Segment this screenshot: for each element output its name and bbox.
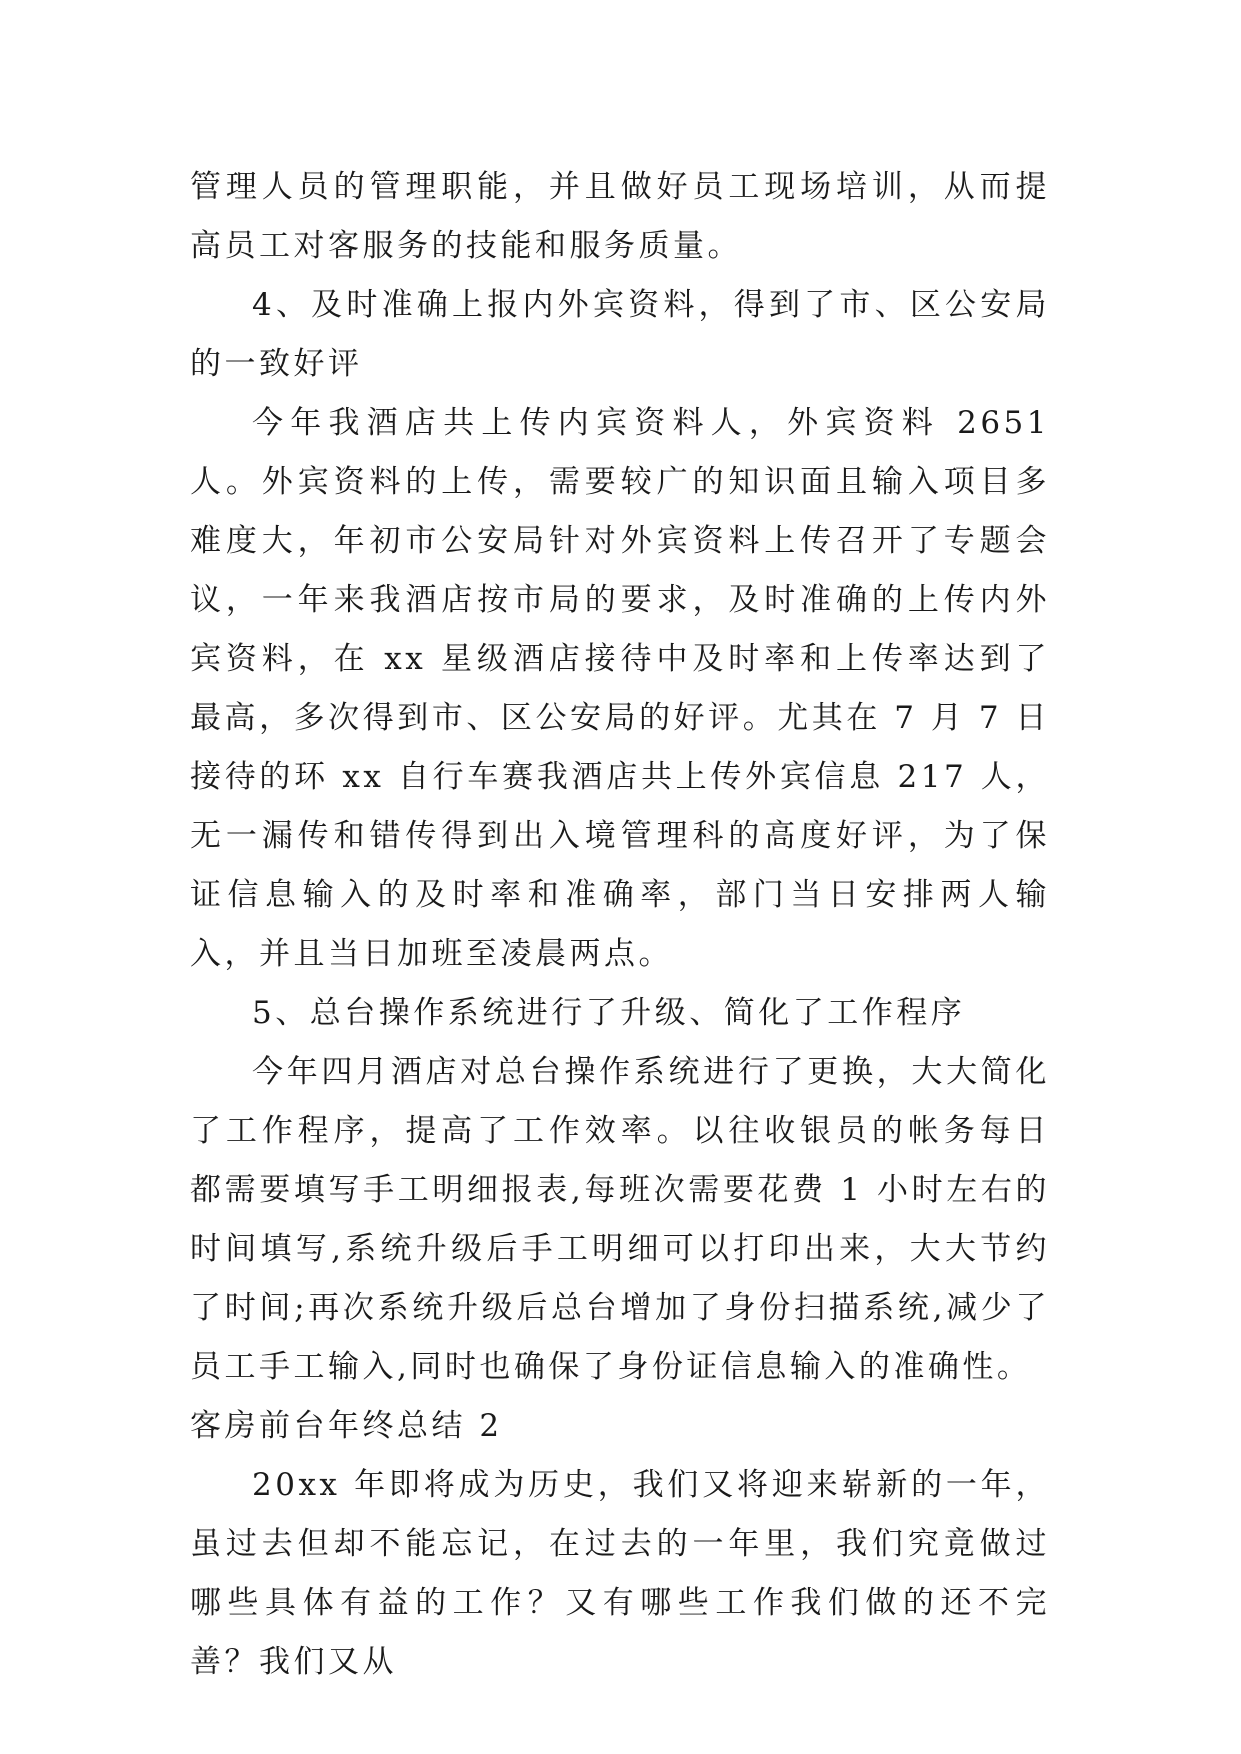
document-body <box>190 158 1050 1692</box>
section-heading-guest-data-report: 4、及时准确上报内外宾资料，得到了市、区公安局的一致好评 <box>190 287 1050 382</box>
paragraph-system-upgrade: 今年四月酒店对总台操作系统进行了更换，大大简化了工作程序，提高了工作效率。以往收银员的帐务每日都需要填写手工明细报表,每班次需要花费 1 小时左右的时间填写,系统升级后手工明细可以打印出来，大大节约了时间;再次系统升级后总台增加了身份扫描系统,减少了员工手工输入,同时也确保了身份证信息输入的准确性。 <box>190 1054 1050 1385</box>
paragraph-guest-data-upload: 今年我酒店共上传内宾资料人，外宾资料 2651 人。外宾资料的上传，需要较广的知识面且输入项目多难度大，年初市公安局针对外宾资料上传召开了专题会议，一年来我酒店按市局的要求，及时准确的上传内外宾资料，在 xx 星级酒店接待中及时率和上传率达到了最高，多次得到市、区公安局的好评。尤其在 7 月 7 日接待的环 xx 自行车赛我酒店共上传外宾信息 217 人，无一漏传和错传得到出入境管理科的高度好评，为了保证信息输入的及时率和准确率，部门当日安排两人输入，并且当日加班至凌晨两点。 <box>190 405 1050 972</box>
paragraph-year-review-intro: 20xx 年即将成为历史，我们又将迎来崭新的一年，虽过去但却不能忘记，在过去的一年里，我们究竟做过哪些具体有益的工作？又有哪些工作我们做的还不完善？我们又从 <box>190 1467 1050 1680</box>
paragraph-management-training: 管理人员的管理职能，并且做好员工现场培训，从而提高员工对客服务的技能和服务质量。 <box>190 169 1050 264</box>
section-heading-system-upgrade: 5、总台操作系统进行了升级、简化了工作程序 <box>252 995 966 1031</box>
document-title-summary-2: 客房前台年终总结 2 <box>190 1408 503 1444</box>
